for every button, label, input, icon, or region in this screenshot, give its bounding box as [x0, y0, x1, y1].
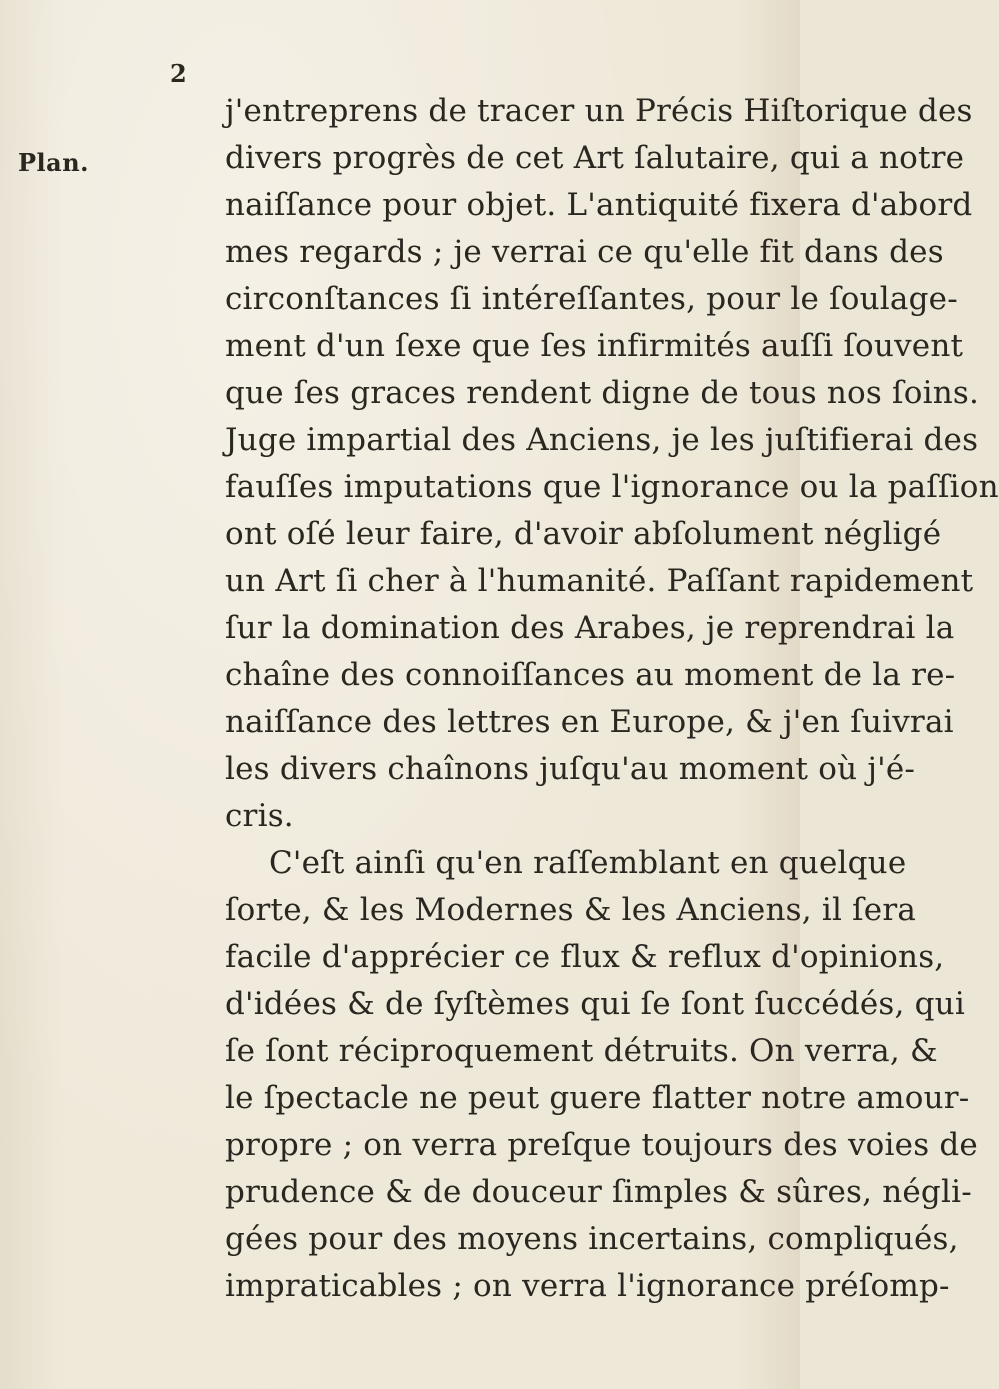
text-line: naiſſance pour objet. L'antiquité fixera d'abord — [225, 187, 973, 223]
text-line: ont oſé leur faire, d'avoir abſolument négligé — [225, 516, 942, 552]
text-line: ſur la domination des Arabes, je reprendrai la — [225, 610, 955, 646]
text-line: ſe ſont réciproquement détruits. On verra, & — [225, 1033, 938, 1069]
text-line: circonſtances ſi intéreſſantes, pour le ſoulage- — [225, 281, 958, 317]
text-line: C'eſt ainſi qu'en raſſemblant en quelque — [269, 845, 907, 881]
text-line: gées pour des moyens incertains, compliqués, — [225, 1221, 959, 1257]
text-line: propre ; on verra preſque toujours des voies de — [225, 1127, 978, 1163]
text-line: divers progrès de cet Art ſalutaire, qui a notre — [225, 140, 965, 176]
text-line: le ſpectacle ne peut guere flatter notre amour- — [225, 1080, 970, 1116]
text-line: les divers chaînons juſqu'au moment où j'é- — [225, 751, 916, 787]
text-line: Juge impartial des Anciens, je les juſtifierai des — [225, 422, 979, 458]
text-line: impraticables ; on verra l'ignorance préſomp- — [225, 1268, 950, 1304]
text-line: que ſes graces rendent digne de tous nos ſoins. — [225, 375, 980, 411]
text-line: ſorte, & les Modernes & les Anciens, il ſera — [225, 892, 917, 928]
text-line: ment d'un ſexe que ſes infirmités auſſi ſouvent — [225, 328, 964, 364]
page-number: 2 — [170, 59, 187, 88]
text-line: chaîne des connoiſſances au moment de la re- — [225, 657, 956, 693]
text-line: facile d'apprécier ce flux & reflux d'opinions, — [225, 939, 945, 975]
body-text — [225, 88, 999, 1310]
margin-note: Plan. — [18, 148, 90, 177]
text-line: j'entreprens de tracer un Précis Hiſtorique des — [225, 93, 973, 129]
text-line: d'idées & de ſyſtèmes qui ſe ſont ſuccédés, qui — [225, 986, 965, 1022]
text-line: cris. — [225, 798, 294, 834]
text-line: mes regards ; je verrai ce qu'elle fit dans des — [225, 234, 944, 270]
text-line: prudence & de douceur ſimples & sûres, négli- — [225, 1174, 972, 1210]
text-line: fauſſes imputations que l'ignorance ou la paſſion — [225, 469, 999, 505]
text-line: un Art ſi cher à l'humanité. Paſſant rapidement — [225, 563, 974, 599]
text-line: naiſſance des lettres en Europe, & j'en ſuivrai — [225, 704, 954, 740]
